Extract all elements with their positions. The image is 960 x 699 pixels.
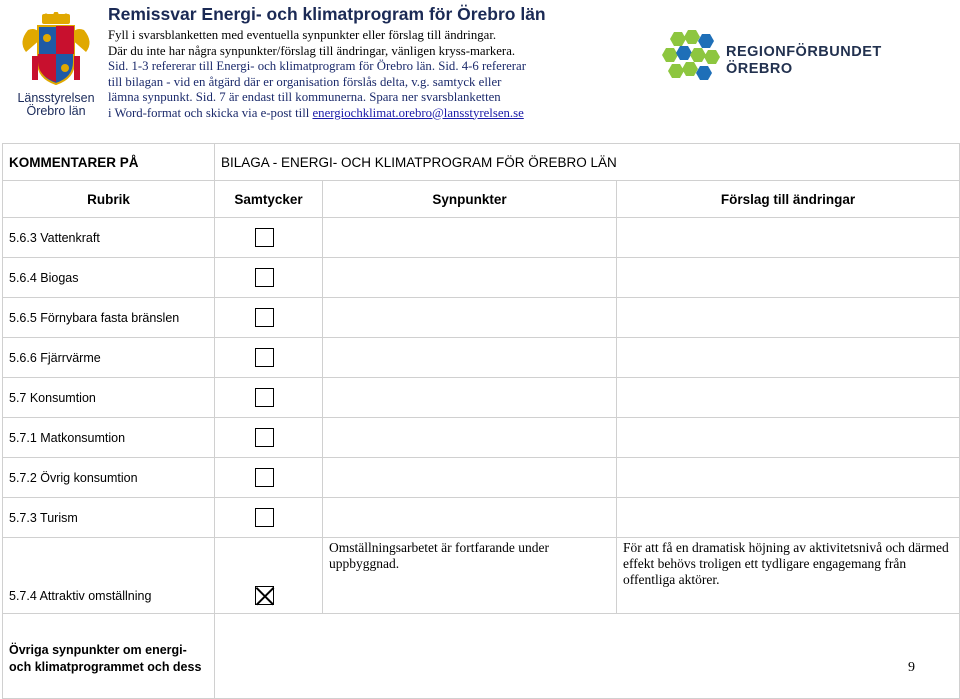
checkbox-icon[interactable]	[255, 228, 274, 247]
checkbox-icon[interactable]	[255, 268, 274, 287]
table-row	[3, 338, 960, 378]
table-row	[3, 378, 960, 418]
ovriga-synpunkter-field[interactable]	[215, 614, 960, 699]
lansstyrelsen-crest-icon	[8, 12, 104, 92]
checkbox-icon[interactable]	[255, 388, 274, 407]
forslag-field[interactable]	[617, 378, 960, 418]
forslag-field[interactable]	[617, 258, 960, 298]
samtycker-cell	[215, 258, 323, 298]
form-rows	[3, 218, 960, 614]
instructions	[108, 28, 668, 121]
samtycker-cell	[215, 498, 323, 538]
column-header-samtycker: Samtycker	[215, 181, 323, 218]
instruction-line: Där du inte har några synpunkter/förslag till ändringar, vänligen kryss-markera.	[108, 43, 516, 58]
checkbox-icon[interactable]	[255, 348, 274, 367]
table-row	[3, 258, 960, 298]
instruction-text: Sid. 1-3 refererar till Energi- och klimatprogram för Örebro län.	[108, 59, 436, 73]
rubrik-cell: 5.6.6 Fjärrvärme	[3, 338, 215, 378]
lansstyrelsen-name-line1: Länsstyrelsen	[17, 91, 95, 105]
ovriga-synpunkter-row	[3, 614, 960, 699]
instruction-text: samtyck eller	[429, 74, 502, 89]
forslag-field[interactable]	[617, 338, 960, 378]
regionforbundet-hexagon-icon	[660, 30, 724, 88]
rubrik-cell: 5.7.4 Attraktiv omställning	[3, 538, 215, 614]
synpunkter-field[interactable]	[323, 338, 617, 378]
lansstyrelsen-name	[8, 92, 104, 118]
ovriga-label-line1: Övriga synpunkter om energi-	[9, 643, 187, 657]
forslag-field[interactable]	[617, 218, 960, 258]
synpunkter-field[interactable]: Omställningsarbetet är fortfarande under uppbyggnad.	[323, 538, 617, 614]
column-header-synpunkter: Synpunkter	[323, 181, 617, 218]
table-row	[3, 418, 960, 458]
forslag-field[interactable]	[617, 498, 960, 538]
instruction-text: till bilagan - vid en åtgärd där er organisation förslås delta, v.g.	[108, 74, 430, 89]
regionforbundet-name-line2: ÖREBRO	[726, 61, 793, 77]
forslag-field[interactable]	[617, 458, 960, 498]
instruction-line	[108, 59, 668, 75]
lansstyrelsen-name-line2: Örebro län	[26, 104, 86, 118]
samtycker-cell	[215, 538, 323, 614]
kommentarer-label: KOMMENTARER PÅ	[3, 144, 215, 181]
instruction-text: i Word-format och skicka via e-post till	[108, 105, 313, 120]
regionforbundet-name	[726, 44, 882, 78]
rubrik-cell: 5.6.3 Vattenkraft	[3, 218, 215, 258]
checkbox-icon[interactable]	[255, 508, 274, 527]
synpunkter-field[interactable]	[323, 218, 617, 258]
samtycker-cell	[215, 298, 323, 338]
checked-checkbox-icon[interactable]	[255, 586, 274, 605]
instruction-text: lämna synpunkt. Sid. 7 är endast till kommunerna.	[108, 90, 367, 104]
forslag-field[interactable]: För att få en dramatisk höjning av aktivitetsnivå och därmed effekt behövs troligen ett tydligare engagemang från offentliga aktörer.	[617, 538, 960, 614]
instruction-text: Spara ner svarsblanketten	[366, 90, 501, 104]
table-row	[3, 218, 960, 258]
synpunkter-field[interactable]	[323, 458, 617, 498]
synpunkter-field[interactable]	[323, 498, 617, 538]
rubrik-cell: 5.7 Konsumtion	[3, 378, 215, 418]
checkbox-icon[interactable]	[255, 428, 274, 447]
instruction-line	[108, 106, 668, 122]
instruction-line	[108, 75, 668, 91]
instruction-line: Fyll i svarsblanketten med eventuella synpunkter eller förslag till ändringar.	[108, 28, 497, 42]
rubrik-cell: 5.6.4 Biogas	[3, 258, 215, 298]
synpunkter-field[interactable]	[323, 258, 617, 298]
table-row	[3, 458, 960, 498]
instruction-line	[108, 90, 668, 106]
table-row	[3, 298, 960, 338]
email-link[interactable]: energiochklimat.orebro@lansstyrelsen.se	[312, 105, 524, 120]
forslag-field[interactable]	[617, 418, 960, 458]
response-form-table	[2, 143, 960, 699]
regionforbundet-logo	[660, 30, 890, 90]
column-header-row	[3, 181, 960, 218]
samtycker-cell	[215, 378, 323, 418]
synpunkter-field[interactable]	[323, 418, 617, 458]
synpunkter-field[interactable]	[323, 378, 617, 418]
column-header-rubrik: Rubrik	[3, 181, 215, 218]
rubrik-cell: 5.6.5 Förnybara fasta bränslen	[3, 298, 215, 338]
samtycker-cell	[215, 418, 323, 458]
forslag-field[interactable]	[617, 298, 960, 338]
lansstyrelsen-logo	[8, 12, 104, 116]
instruction-text: Sid. 4-6 refererar	[435, 59, 526, 73]
samtycker-cell	[215, 218, 323, 258]
section-title: BILAGA - ENERGI- OCH KLIMATPROGRAM FÖR ÖREBRO LÄN	[215, 144, 960, 181]
column-header-forslag: Förslag till ändringar	[617, 181, 960, 218]
checkbox-icon[interactable]	[255, 308, 274, 327]
page-number: 9	[908, 660, 915, 675]
ovriga-synpunkter-label	[3, 614, 215, 699]
rubrik-cell: 5.7.1 Matkonsumtion	[3, 418, 215, 458]
synpunkter-field[interactable]	[323, 298, 617, 338]
document-header	[108, 0, 668, 121]
samtycker-cell	[215, 458, 323, 498]
rubrik-cell: 5.7.3 Turism	[3, 498, 215, 538]
samtycker-cell	[215, 338, 323, 378]
ovriga-label-line2: och klimatprogrammet och dess	[9, 660, 202, 674]
rubrik-cell: 5.7.2 Övrig konsumtion	[3, 458, 215, 498]
table-row	[3, 498, 960, 538]
kommentarer-row	[3, 144, 960, 181]
checkbox-icon[interactable]	[255, 468, 274, 487]
table-row	[3, 538, 960, 614]
page-title: Remissvar Energi- och klimatprogram för Örebro län	[108, 4, 546, 24]
regionforbundet-name-line1: REGIONFÖRBUNDET	[726, 44, 882, 60]
